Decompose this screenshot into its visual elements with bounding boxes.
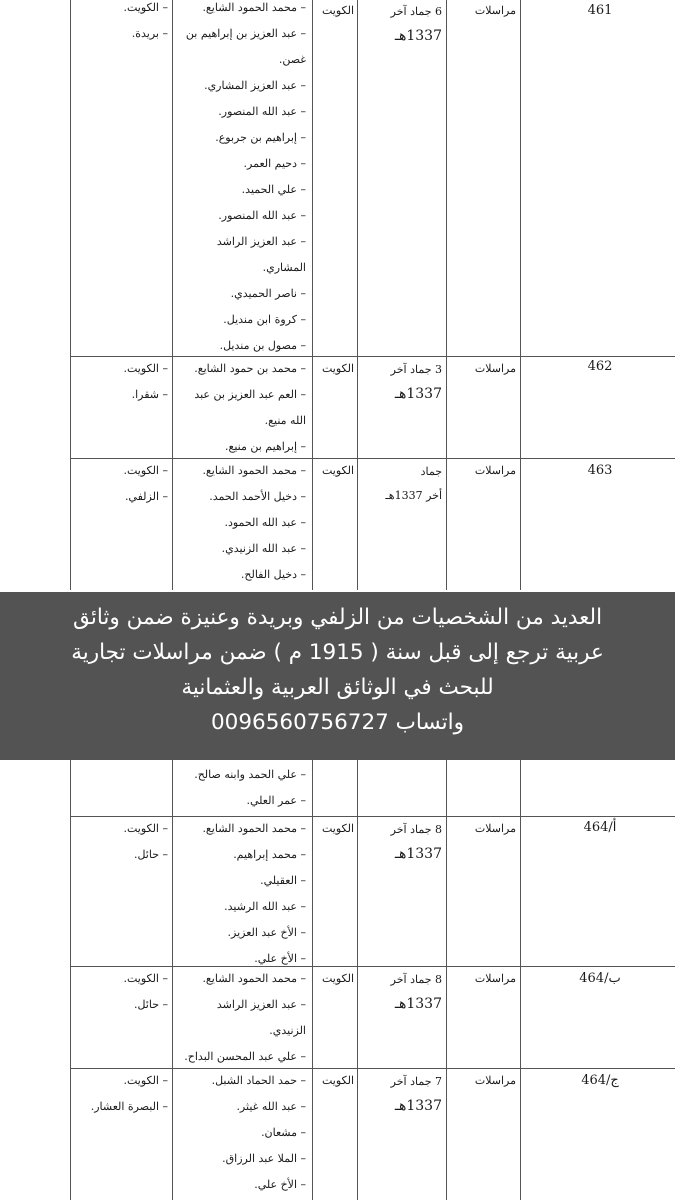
name-entry: – عبد الله الحمود.: [224, 516, 306, 529]
name-entry: – إبراهيم بن منيع.: [225, 440, 306, 453]
row-number: 464/ب: [579, 971, 621, 986]
table-border-left: [70, 0, 71, 590]
name-entry: – عبد الله الزنيدي.: [221, 542, 306, 555]
row-date: [360, 818, 442, 866]
row-names: [176, 966, 306, 1070]
name-entry: – علي عبد المحسن البداح.: [184, 1050, 306, 1063]
name-entry: المشاري.: [262, 261, 306, 274]
name-entry: – دخيل الأحمد الحمد.: [209, 490, 306, 503]
column-divider: [172, 0, 173, 590]
column-divider: [357, 760, 358, 1200]
row-place: الكويت: [321, 464, 354, 477]
name-entry: – عبد الله غيثر.: [236, 1100, 306, 1113]
row-destinations: [80, 1068, 168, 1120]
row-number: 464/ج: [581, 1073, 619, 1088]
name-entry: – الأخ عبد العزيز.: [227, 926, 306, 939]
date-day: 8 جماد آخر: [390, 973, 442, 986]
name-entry: غصن.: [278, 53, 306, 66]
banner-line-4: واتساب 0096560756727: [211, 710, 464, 735]
row-names: [176, 0, 306, 359]
name-entry: – الأخ علي.: [254, 1178, 306, 1191]
destination-entry: – الكويت.: [123, 972, 168, 985]
name-entry: – محمد الحمود الشايع.: [202, 1, 306, 14]
name-entry: الله منيع.: [264, 414, 306, 427]
name-entry: – عبد الله المنصور.: [218, 209, 306, 222]
name-entry: – كروة ابن منديل.: [223, 313, 306, 326]
row-names: [176, 1068, 306, 1198]
row-type: مراسلات: [474, 4, 516, 17]
destination-entry: – البصرة العشار.: [90, 1100, 168, 1113]
row-place: الكويت: [321, 1074, 354, 1087]
name-entry: – الأخ علي.: [254, 952, 306, 965]
name-entry: – محمد إبراهيم.: [233, 848, 306, 861]
date-year: أخر 1337هـ: [385, 489, 442, 502]
row-date: [360, 460, 442, 508]
name-entry: – حمد الحماد الشبل.: [211, 1074, 306, 1087]
destination-entry: – الكويت.: [123, 1074, 168, 1087]
column-divider: [172, 760, 173, 1200]
row-destinations: [80, 816, 168, 868]
row-number: 462: [587, 359, 613, 374]
row-names: [176, 356, 306, 460]
destination-entry: – الكويت.: [123, 822, 168, 835]
row-date: [360, 358, 442, 406]
row-names: [176, 762, 306, 814]
destination-entry: – الكويت.: [123, 464, 168, 477]
date-year: 1337هـ: [394, 846, 442, 862]
name-entry: – عبد العزيز الراشد: [216, 235, 306, 248]
destination-entry: – حائل.: [133, 848, 168, 861]
row-number: 464/أ: [583, 820, 617, 835]
row-destinations: [80, 966, 168, 1018]
row-type: مراسلات: [474, 972, 516, 985]
destination-entry: – شقرا.: [131, 388, 168, 401]
name-entry: – العم عبد العزيز بن عبد: [194, 388, 306, 401]
row-place: الكويت: [321, 822, 354, 835]
date-year: 1337هـ: [394, 996, 442, 1012]
row-number: 461: [587, 3, 613, 18]
column-divider: [446, 760, 447, 1200]
date-year: 1337هـ: [394, 386, 442, 402]
row-type: مراسلات: [474, 822, 516, 835]
name-entry: – ناصر الحميدي.: [230, 287, 306, 300]
row-place: الكويت: [321, 4, 354, 17]
name-entry: – مصول بن منديل.: [219, 339, 306, 352]
row-number: 463: [587, 463, 613, 478]
column-divider: [446, 0, 447, 590]
name-entry: – مشعان.: [261, 1126, 306, 1139]
row-date: [360, 968, 442, 1016]
date-year: 1337هـ: [394, 28, 442, 44]
name-entry: – محمد الحمود الشايع.: [202, 822, 306, 835]
column-divider: [520, 0, 521, 590]
name-entry: الزنيدي.: [269, 1024, 306, 1037]
banner-line-1: العديد من الشخصيات من الزلفي وبريدة وعنيزة ضمن وثائق: [72, 605, 603, 630]
name-entry: – العقيلي.: [260, 874, 306, 887]
destination-entry: – الزلفي.: [124, 490, 168, 503]
banner-text: [8, 600, 667, 740]
name-entry: – محمد الحمود الشايع.: [202, 464, 306, 477]
name-entry: – علي الحمد وابنه صالح.: [194, 768, 306, 781]
destination-entry: – حائل.: [133, 998, 168, 1011]
name-entry: – دحيم العمر.: [243, 157, 306, 170]
row-destinations: [80, 356, 168, 408]
row-date: [360, 0, 442, 48]
table-border-left: [70, 760, 71, 1200]
date-day: 3 جماد آخر: [390, 363, 442, 376]
row-type: مراسلات: [474, 464, 516, 477]
destination-entry: – الكويت.: [123, 362, 168, 375]
name-entry: – محمد بن حمود الشايع.: [194, 362, 306, 375]
overlay-banner: [0, 592, 675, 760]
row-names: [176, 458, 306, 588]
name-entry: – عبد العزيز بن إبراهيم بن: [185, 27, 306, 40]
column-divider: [312, 760, 313, 1200]
banner-line-3: للبحث في الوثائق العربية والعثمانية: [181, 675, 494, 700]
row-place: الكويت: [321, 362, 354, 375]
row-type: مراسلات: [474, 362, 516, 375]
name-entry: – عبد العزيز الراشد: [216, 998, 306, 1011]
name-entry: – الملا عبد الرزاق.: [222, 1152, 306, 1165]
name-entry: – عمر العلي.: [246, 794, 306, 807]
name-entry: – محمد الحمود الشايع.: [202, 972, 306, 985]
date-day: جماد: [420, 465, 442, 478]
column-divider: [312, 0, 313, 590]
name-entry: – دخيل الفالح.: [240, 568, 306, 581]
banner-line-2: عربية ترجع إلى قبل سنة ( 1915 م ) ضمن مراسلات تجارية: [71, 640, 604, 665]
name-entry: – علي الحميد.: [241, 183, 306, 196]
date-day: 8 جماد آخر: [390, 823, 442, 836]
date-day: 7 جماد آخر: [390, 1075, 442, 1088]
date-day: 6 جماد آخر: [390, 5, 442, 18]
row-names: [176, 816, 306, 972]
row-destinations: [80, 458, 168, 510]
column-divider: [357, 0, 358, 590]
column-divider: [520, 760, 521, 1200]
name-entry: – إبراهيم بن جربوع.: [215, 131, 306, 144]
name-entry: – عبد الله المنصور.: [218, 105, 306, 118]
name-entry: – عبد الله الرشيد.: [224, 900, 306, 913]
destination-entry: – الكويت.: [123, 1, 168, 14]
row-date: [360, 1070, 442, 1118]
name-entry: – عبد العزيز المشاري.: [204, 79, 306, 92]
row-destinations: [80, 0, 168, 47]
date-year: 1337هـ: [394, 1098, 442, 1114]
row-type: مراسلات: [474, 1074, 516, 1087]
destination-entry: – بريدة.: [131, 27, 168, 40]
row-place: الكويت: [321, 972, 354, 985]
